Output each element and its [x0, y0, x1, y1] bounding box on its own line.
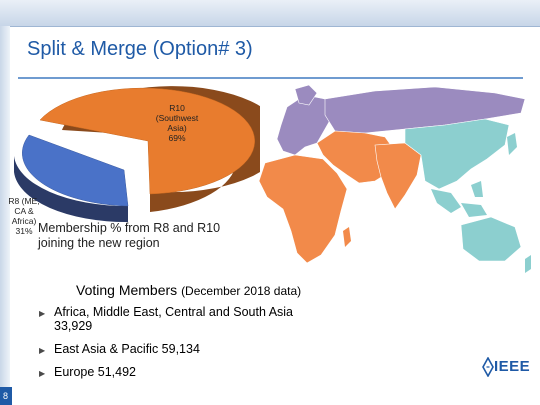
ieee-wordmark: IEEE — [494, 358, 531, 375]
list-item — [39, 342, 384, 356]
page-number: 8 — [3, 391, 9, 401]
map-africa — [259, 155, 347, 263]
world-region-map — [225, 85, 535, 275]
voting-item-label: Africa, Middle East, Central and South Asia — [54, 305, 294, 319]
pie-label-r10 — [142, 103, 212, 143]
map-new-zealand — [525, 255, 531, 273]
membership-note-line2: joining the new region — [38, 236, 160, 250]
map-japan — [507, 133, 517, 155]
header-band — [0, 0, 540, 27]
map-madagascar — [343, 227, 351, 247]
bullet-triangle-icon: ▶ — [39, 369, 46, 378]
pie-label-r10-line3: Asia) — [167, 123, 187, 133]
pie-label-r10-line4: 69% — [168, 133, 186, 143]
pie-label-r8-line4: 31% — [15, 226, 33, 236]
membership-note-line1: Membership % from R8 and R10 — [38, 221, 221, 235]
pie-label-r8-line1: R8 (ME, — [8, 196, 40, 206]
map-australia — [461, 217, 521, 261]
voting-item-label: East Asia & Pacific 59,134 — [54, 342, 200, 356]
pie-label-r10-line1: R10 — [169, 103, 185, 113]
ieee-logo — [482, 357, 530, 377]
bullet-triangle-icon: ▶ — [39, 309, 46, 318]
slide-title: Split & Merge (Option# 3) — [27, 38, 253, 60]
voting-heading-sub: (December 2018 data) — [181, 284, 302, 298]
pie-label-r8-line3: Africa) — [11, 216, 37, 226]
voting-list — [39, 305, 384, 388]
list-item — [39, 365, 384, 379]
pie-label-r10-line2: (Southwest — [155, 113, 199, 123]
voting-item-value: 33,929 — [54, 319, 93, 333]
membership-note — [38, 221, 220, 251]
ieee-diamond-icon — [482, 357, 494, 377]
voting-item-label: Europe 51,492 — [54, 365, 137, 379]
map-south-asia — [375, 143, 421, 209]
map-east-asia — [405, 119, 509, 189]
pie-label-r8-line2: CA & — [14, 206, 34, 216]
bullet-triangle-icon: ▶ — [39, 346, 46, 355]
voting-heading-text: Voting Members — [76, 282, 178, 298]
voting-heading — [76, 282, 301, 298]
list-item — [39, 305, 384, 333]
